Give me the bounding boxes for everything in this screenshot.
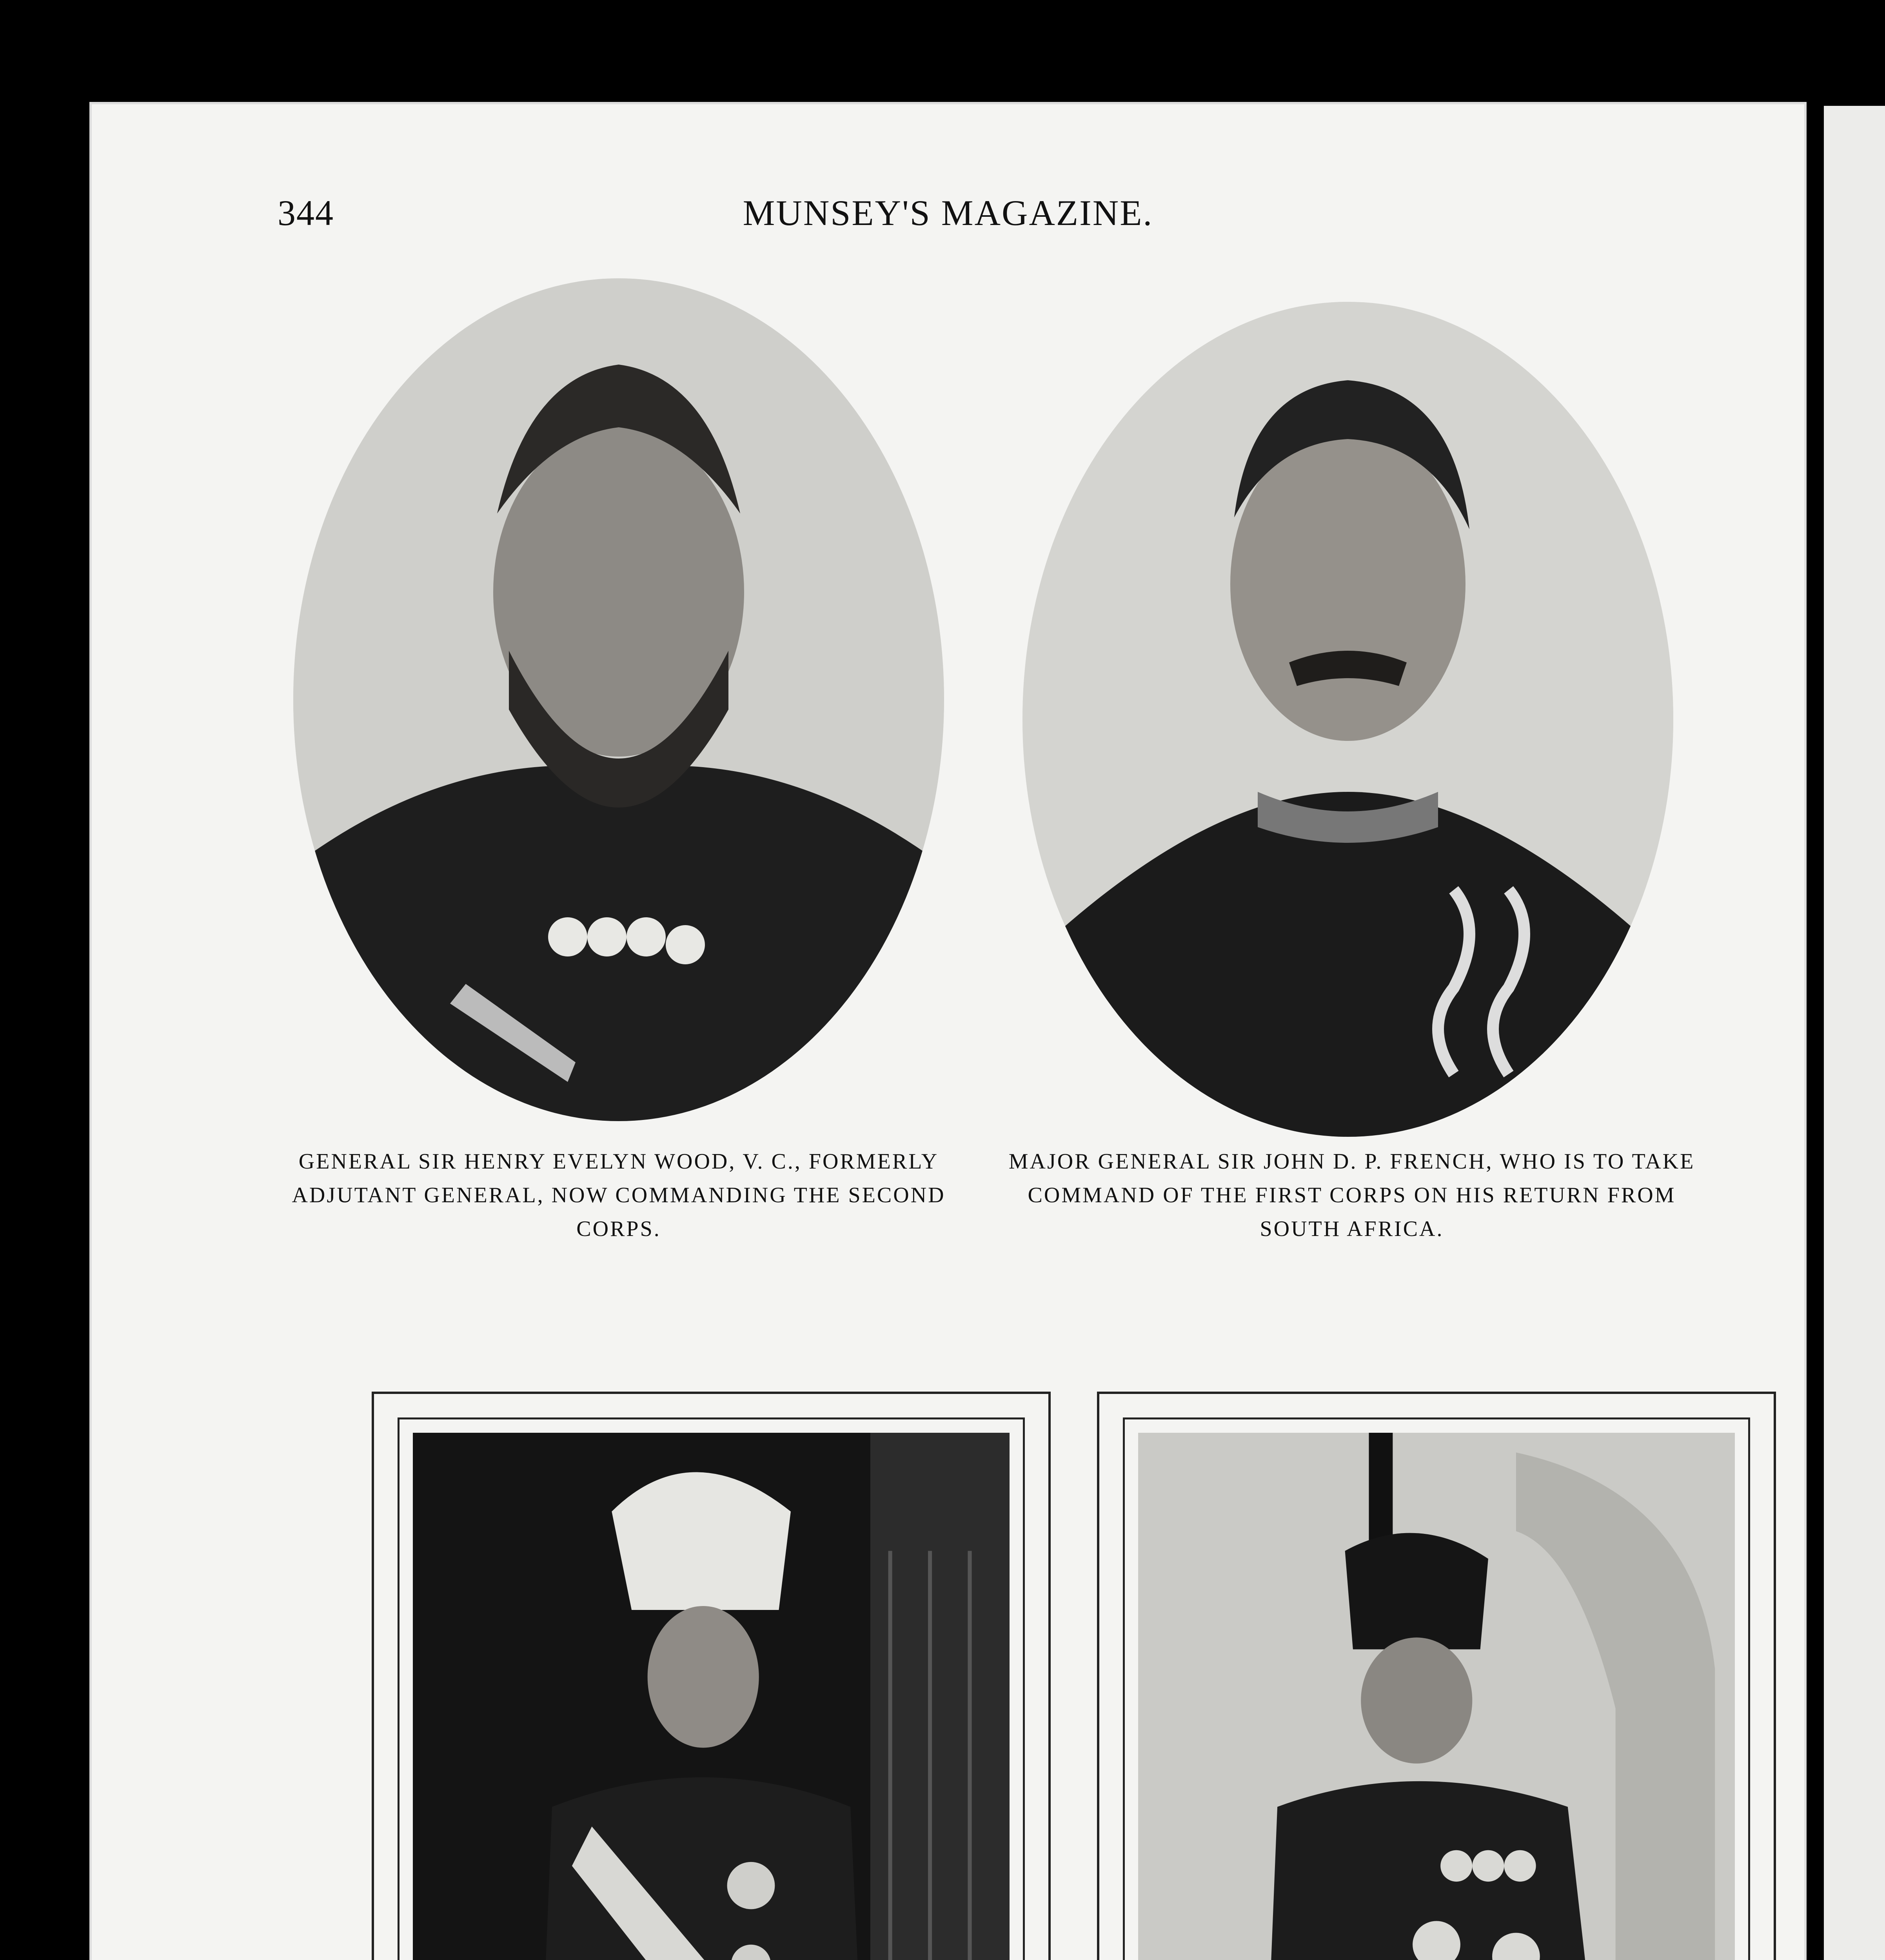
portrait-wood xyxy=(293,278,944,1121)
magazine-page xyxy=(89,102,1807,1960)
portrait-connaught-image xyxy=(413,1433,1010,1960)
portrait-french-image xyxy=(1022,302,1673,1137)
portrait-buller xyxy=(1138,1433,1735,1960)
caption-french: MAJOR GENERAL SIR JOHN D. P. FRENCH, WHO IS TO TAKE COMMAND OF THE FIRST CORPS ON HIS RETURN FROM SOUTH AFRICA. xyxy=(1008,1149,1695,1241)
portrait-connaught xyxy=(413,1433,1010,1960)
caption-wood: GENERAL SIR HENRY EVELYN WOOD, V. C., FORMERLY ADJUTANT GENERAL, NOW COMMANDING THE SECOND CORPS. xyxy=(292,1149,946,1241)
facing-page-edge xyxy=(1824,106,1885,1960)
magazine-title: MUNSEY'S MAGAZINE. xyxy=(743,193,1153,233)
plate-buller-inner-frame xyxy=(1123,1417,1750,1960)
page-number: 344 xyxy=(278,193,334,233)
portrait-buller-image xyxy=(1138,1433,1735,1960)
plate-connaught-inner-frame xyxy=(398,1417,1025,1960)
portrait-wood-image xyxy=(293,278,944,1121)
plate-connaught xyxy=(372,1392,1051,1960)
plate-buller xyxy=(1097,1392,1776,1960)
portrait-french xyxy=(1022,302,1673,1137)
